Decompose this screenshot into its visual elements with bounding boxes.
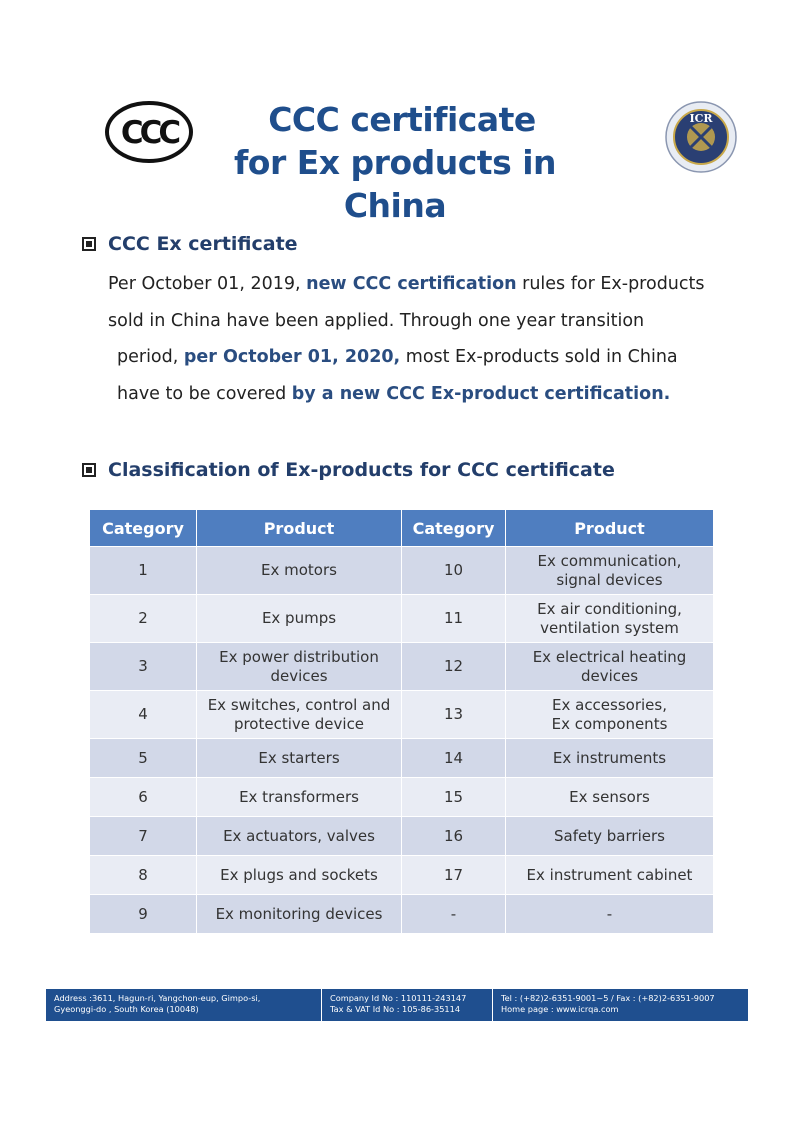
table-row (90, 778, 714, 817)
page-title (180, 98, 610, 227)
category-cell: 12 (402, 643, 506, 691)
product-cell: Ex switches, control and protective device (197, 691, 402, 739)
product-cell: Ex accessories, Ex components (506, 691, 714, 739)
table-row (90, 547, 714, 595)
category-cell: 11 (402, 595, 506, 643)
product-cell: Ex power distribution devices (197, 643, 402, 691)
square-bullet-icon (82, 237, 96, 251)
column-header-product: Product (197, 510, 402, 547)
table-row (90, 739, 714, 778)
product-cell: Ex actuators, valves (197, 817, 402, 856)
category-cell: 3 (90, 643, 197, 691)
category-cell: 15 (402, 778, 506, 817)
category-cell: - (402, 895, 506, 934)
icr-logo-text: ICR (689, 112, 713, 125)
column-header-product: Product (506, 510, 714, 547)
product-cell: Ex instrument cabinet (506, 856, 714, 895)
column-header-category: Category (90, 510, 197, 547)
product-cell: Ex electrical heating devices (506, 643, 714, 691)
classification-table (89, 509, 714, 934)
paragraph-line: have to be covered by a new CCC Ex-product certification. (117, 383, 671, 404)
section-heading-classification (82, 459, 615, 481)
product-cell: Ex instruments (506, 739, 714, 778)
product-cell: Ex transformers (197, 778, 402, 817)
product-cell: - (506, 895, 714, 934)
category-cell: 4 (90, 691, 197, 739)
paragraph-line: Per October 01, 2019, new CCC certification rules for Ex-products (108, 274, 705, 294)
category-cell: 13 (402, 691, 506, 739)
category-cell: 8 (90, 856, 197, 895)
title-line-2: for Ex products in China (233, 143, 557, 225)
section-heading-text: Classification of Ex-products for CCC certificate (108, 459, 615, 481)
section-heading-ccc-ex (82, 233, 298, 255)
square-bullet-icon (82, 463, 96, 477)
product-cell: Ex sensors (506, 778, 714, 817)
product-cell: Ex plugs and sockets (197, 856, 402, 895)
table-header-row (90, 510, 714, 547)
paragraph-line: period, per October 01, 2020, most Ex-products sold in China (117, 347, 678, 367)
category-cell: 16 (402, 817, 506, 856)
category-cell: 1 (90, 547, 197, 595)
table-row (90, 856, 714, 895)
table-row (90, 643, 714, 691)
intro-paragraph (108, 266, 748, 412)
ccc-logo-text: CCC (120, 115, 178, 151)
table-row (90, 691, 714, 739)
section-heading-text: CCC Ex certificate (108, 233, 298, 255)
category-cell: 2 (90, 595, 197, 643)
icr-logo (664, 100, 738, 174)
product-cell: Ex communication, signal devices (506, 547, 714, 595)
table-row (90, 895, 714, 934)
paragraph-line: sold in China have been applied. Through one year transition (108, 310, 645, 331)
category-cell: 6 (90, 778, 197, 817)
footer-company-ids: Company Id No : 110111-243147 Tax & VAT Id No : 105-86-35114 (322, 989, 493, 1021)
category-cell: 10 (402, 547, 506, 595)
category-cell: 7 (90, 817, 197, 856)
product-cell: Safety barriers (506, 817, 714, 856)
category-cell: 17 (402, 856, 506, 895)
category-cell: 5 (90, 739, 197, 778)
title-line-1: CCC certificate (268, 100, 536, 139)
product-cell: Ex starters (197, 739, 402, 778)
column-header-category: Category (402, 510, 506, 547)
category-cell: 9 (90, 895, 197, 934)
table-row (90, 817, 714, 856)
footer-contact: Tel : (+82)2-6351-9001~5 / Fax : (+82)2-6351-9007 Home page : www.icrqa.com (501, 993, 715, 1014)
product-cell: Ex monitoring devices (197, 895, 402, 934)
footer-address: Address :3611, Hagun-ri, Yangchon-eup, Gimpo-si, Gyeonggi-do , South Korea (10048) (46, 989, 322, 1021)
product-cell: Ex air conditioning, ventilation system (506, 595, 714, 643)
product-cell: Ex motors (197, 547, 402, 595)
table-row (90, 595, 714, 643)
category-cell: 14 (402, 739, 506, 778)
product-cell: Ex pumps (197, 595, 402, 643)
footer-bar (46, 989, 748, 1021)
